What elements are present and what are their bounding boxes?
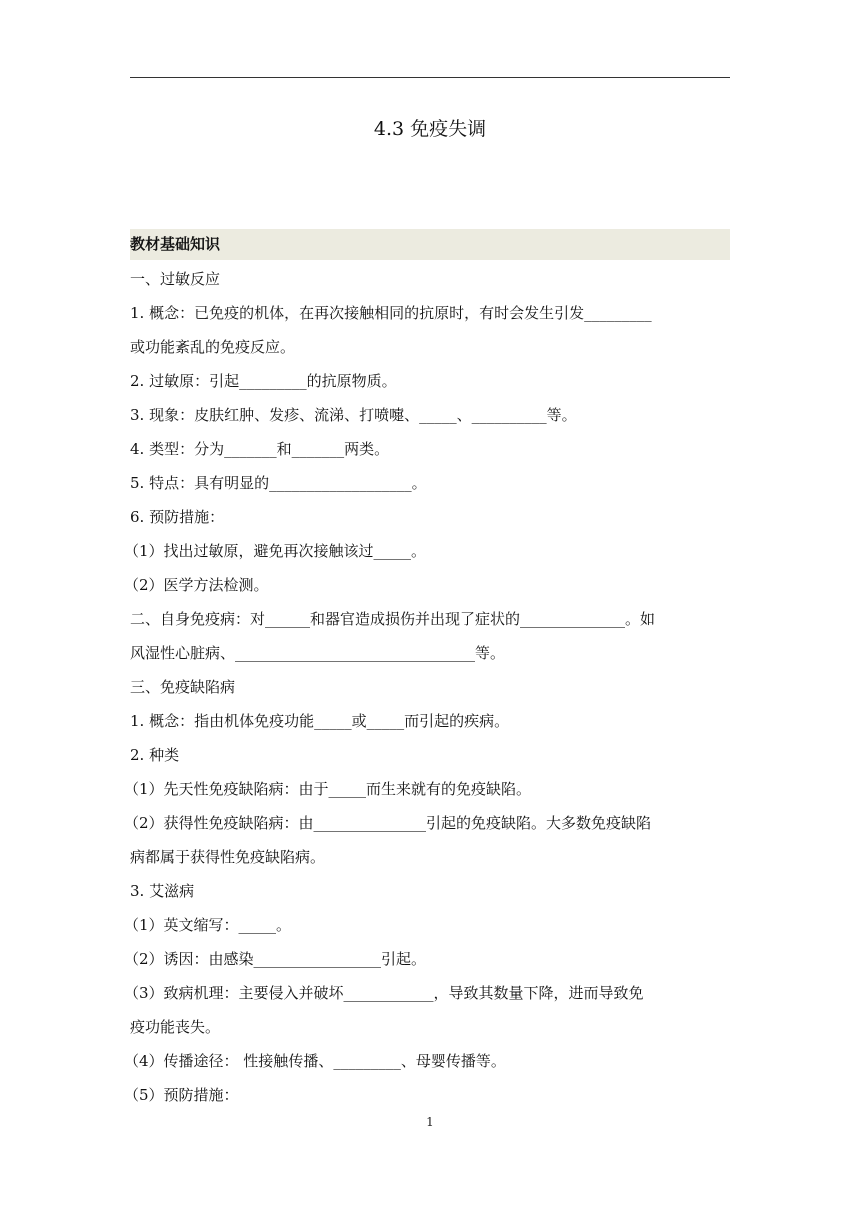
header-rule (130, 77, 730, 78)
text-line: 3. 艾滋病 (130, 882, 195, 900)
text-line: 疫功能丧失。 (130, 1018, 221, 1036)
text-line: 5. 特点：具有明显的___________________。 (130, 474, 427, 492)
text-line: （1）找出过敏原，避免再次接触该过_____。 (124, 542, 427, 560)
text-line: （2）获得性免疫缺陷病：由_______________引起的免疫缺陷。大多数免疫缺陷 (124, 814, 652, 832)
text-line: （1）英文缩写：_____。 (124, 916, 292, 934)
text-line: 4. 类型：分为_______和_______两类。 (130, 440, 390, 458)
text-line: 2. 过敏原：引起_________的抗原物质。 (130, 372, 397, 390)
section-heading: 教材基础知识 (130, 235, 221, 253)
text-line: （4）传播途径： 性接触传播、_________、母婴传播等。 (124, 1052, 506, 1070)
text-line: 1. 概念：指由机体免疫功能_____或_____而引起的疾病。 (130, 712, 510, 730)
text-line: （2）医学方法检测。 (124, 576, 269, 594)
heading-autoimmune: 二、自身免疫病：对______和器官造成损伤并出现了症状的______________。如 (130, 610, 656, 628)
text-line: 1. 概念：已免疫的机体，在再次接触相同的抗原时，有时会发生引发_________ (130, 304, 652, 322)
page-number: 1 (426, 1115, 434, 1129)
document-title: 4.3 免疫失调 (373, 118, 487, 140)
text-line: 风湿性心脏病、________________________________等。 (130, 644, 506, 662)
text-line: （3）致病机理：主要侵入并破坏____________，导致其数量下降，进而导致免 (124, 984, 644, 1002)
text-line: 病都属于获得性免疫缺陷病。 (130, 848, 326, 866)
text-line: 2. 种类 (130, 746, 180, 764)
text-line: （1）先天性免疫缺陷病：由于_____而生来就有的免疫缺陷。 (124, 780, 532, 798)
heading-immunodeficiency: 三、免疫缺陷病 (130, 678, 236, 696)
text-line: （2）诱因：由感染_________________引起。 (124, 950, 427, 968)
text-line: 3. 现象：皮肤红肿、发疹、流涕、打喷嚏、_____、__________等。 (130, 406, 577, 424)
heading-allergy: 一、过敏反应 (130, 270, 221, 288)
text-line: 或功能紊乱的免疫反应。 (130, 338, 296, 356)
text-line: （5）预防措施： (124, 1086, 239, 1104)
text-line: 6. 预防措施： (130, 508, 225, 526)
